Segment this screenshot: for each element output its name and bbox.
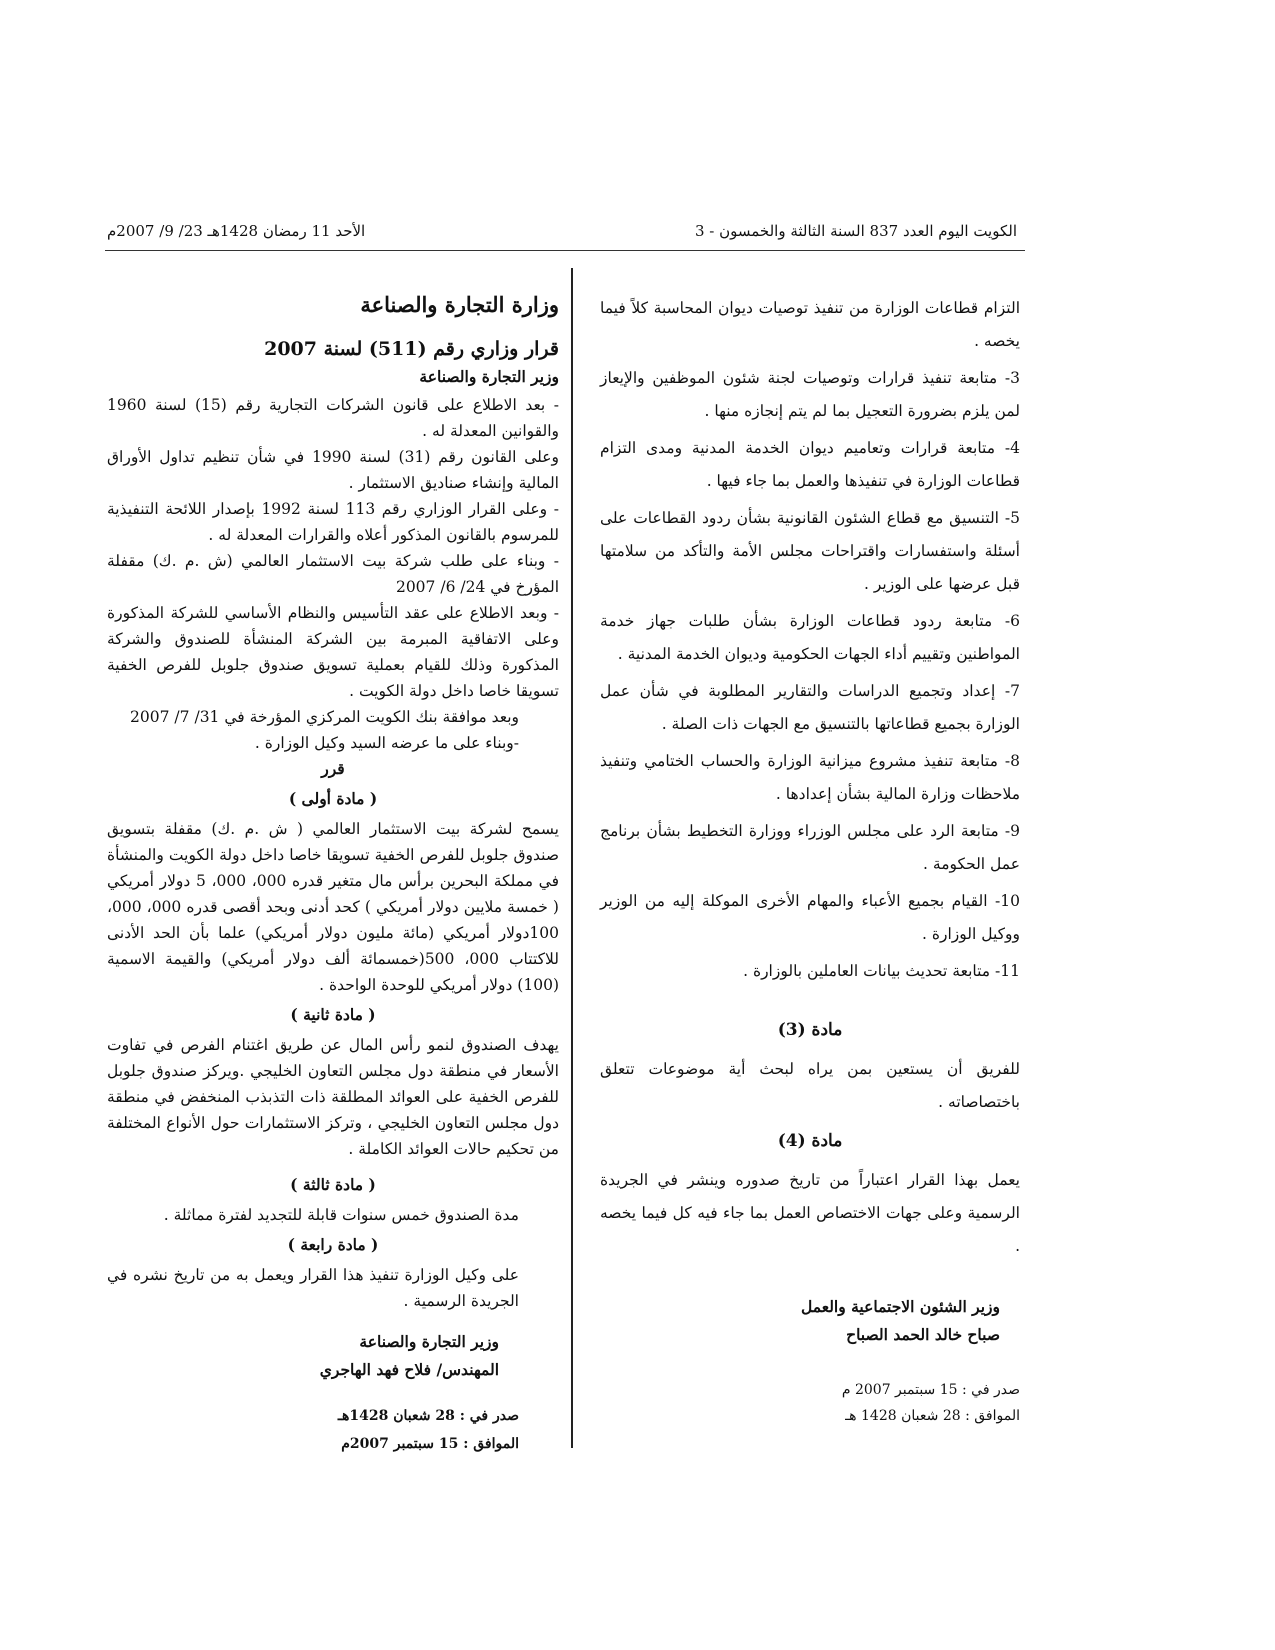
page-header-right: الكويت اليوم العدد 837 السنة الثالثة والخمسون - 3: [694, 222, 1017, 240]
decided-heading: قرر: [321, 759, 345, 778]
article-1-text: يسمح لشركة بيت الاستثمار العالمي ( ش .م .ك) مقفلة بتسويق صندوق جلوبل للفرص الخفية تسويقا خاصا داخل دولة الكويت والمنشأة في مملكة البحرين برأس مال متغير قدره 000، 000، 5 دولار أمريكي ( خمسة ملايين دولار أمريكي ) كحد أدنى وبحد أقصى قدره 000، 000، 100دولار أمريكي (مائة مليون دولار أمريكي) علما بأن الحد الأدنى للاكتتاب 000، 500(خمسمائة ألف دولار أمريكي) والقيمة الاسمية (100) دولار أمريكي للوحدة الواحدة .: [107, 820, 559, 994]
column-divider: [571, 268, 573, 1448]
list-item: التزام قطاعات الوزارة من تنفيذ توصيات ديوان المحاسبة كلاً فيما يخصه .: [600, 299, 1020, 350]
corresponding-date: الموافق : 15 سبتمبر 2007م: [341, 1436, 519, 1452]
list-item: 5- التنسيق مع قطاع الشئون القانونية بشأن ردود القطاعات على أسئلة واستفسارات واقتراحات مجلس الأمة والتأكد من سلامتها قبل عرضها على الوزير .: [600, 509, 1020, 593]
signature-name: صباح خالد الحمد الصباح: [846, 1325, 1000, 1344]
preamble-item: - وعلى القرار الوزاري رقم 113 لسنة 1992 بإصدار اللائحة التنفيذية للمرسوم بالقانون المذكور أعلاه والقرارات المعدلة له .: [107, 500, 559, 544]
article-4-title: مادة (4): [777, 1131, 843, 1151]
ministry-heading: وزارة التجارة والصناعة: [360, 292, 559, 317]
preamble-item: -وبناء على ما عرضه السيد وكيل الوزارة .: [254, 734, 519, 752]
article-3-title: مادة (3): [777, 1020, 843, 1040]
article-2-text: يهدف الصندوق لنمو رأس المال عن طريق اغتنام الفرص في تفاوت الأسعار في منطقة دول مجلس التعاون الخليجي .ويركز صندوق جلوبل للفرص الخفية على العوائد المطلقة ذات التذبذب المنخفض في منطقة دول مجلس التعاون الخليجي ، وتركز الاستثمارات حول الأنواع المختلفة من تحكيم حالات العوائد الكاملة .: [107, 1036, 559, 1158]
preamble-item: - وبعد الاطلاع على عقد التأسيس والنظام الأساسي للشركة المذكورة وعلى الاتفاقية المبرمة بين الشركة المنشأة للصندوق والشركة المذكورة وذلك للقيام بعملية تسويق صندوق جلوبل للفرص الخفية تسويقا خاصا داخل دولة الكويت .: [107, 604, 559, 700]
signature-block: [107, 1328, 499, 1384]
corresponding-date: الموافق : 28 شعبان 1428 هـ: [845, 1408, 1020, 1424]
list-item: 6- متابعة ردود قطاعات الوزارة بشأن طلبات جهاز خدمة المواطنين وتقييم أداء الجهات الحكومية وديوان الخدمة المدنية .: [600, 612, 1020, 663]
header-rule: [105, 250, 1025, 251]
article-2-title: ( مادة ثانية ): [290, 1005, 376, 1024]
article-3-title: ( مادة ثالثة ): [290, 1175, 376, 1194]
list-item: 7- إعداد وتجميع الدراسات والتقارير المطلوبة في شأن عمل الوزارة بجميع قطاعاتها بالتنسيق مع الجهات ذات الصلة .: [600, 682, 1020, 733]
article-4-text: يعمل بهذا القرار اعتباراً من تاريخ صدوره وينشر في الجريدة الرسمية وعلى جهات الاختصاص العمل بما جاء فيه كل فيما يخصه .: [600, 1171, 1020, 1255]
list-item: 8- متابعة تنفيذ مشروع ميزانية الوزارة والحساب الختامي وتنفيذ ملاحظات وزارة المالية بشأن إعدادها .: [600, 752, 1020, 803]
signature-block: [600, 1293, 1000, 1349]
right-column: [600, 292, 1020, 1429]
article-1-title: ( مادة أولى ): [288, 789, 378, 808]
list-item: 11- متابعة تحديث بيانات العاملين بالوزارة .: [743, 962, 1020, 980]
list-item: 10- القيام بجميع الأعباء والمهام الأخرى الموكلة إليه من الوزير ووكيل الوزارة .: [600, 892, 1020, 943]
article-4-title: ( مادة رابعة ): [287, 1235, 379, 1254]
date-block: [107, 1402, 519, 1458]
decision-title: قرار وزاري رقم (511) لسنة 2007: [264, 338, 559, 360]
article-4-text: على وكيل الوزارة تنفيذ هذا القرار ويعمل به من تاريخ نشره في الجريدة الرسمية .: [107, 1266, 519, 1310]
article-3-text: مدة الصندوق خمس سنوات قابلة للتجديد لفترة مماثلة .: [163, 1206, 519, 1224]
list-item: 9- متابعة الرد على مجلس الوزراء ووزارة التخطيط بشأن برنامج عمل الحكومة .: [600, 822, 1020, 873]
preamble-item: - بعد الاطلاع على قانون الشركات التجارية رقم (15) لسنة 1960 والقوانين المعدلة له .: [107, 396, 559, 440]
page-header-left: الأحد 11 رمضان 1428هـ 23/ 9/ 2007م: [107, 222, 366, 240]
signature-title: وزير التجارة والصناعة: [359, 1332, 499, 1351]
list-item: 3- متابعة تنفيذ قرارات وتوصيات لجنة شئون الموظفين والإيعاز لمن يلزم بضرورة التعجيل بما لم يتم إنجازه منها .: [600, 369, 1020, 420]
signature-title: وزير الشئون الاجتماعية والعمل: [801, 1297, 1000, 1316]
issued-date: صدر في : 28 شعبان 1428هـ: [337, 1408, 519, 1424]
left-column: [107, 292, 559, 1458]
date-block: [600, 1377, 1020, 1429]
list-item: 4- متابعة قرارات وتعاميم ديوان الخدمة المدنية ومدى التزام قطاعات الوزارة في تنفيذها والعمل بما جاء فيها .: [600, 439, 1020, 490]
minister-line: وزير التجارة والصناعة: [419, 367, 559, 386]
issued-date: صدر في : 15 سبتمبر 2007 م: [841, 1382, 1020, 1398]
preamble-item: وبعد موافقة بنك الكويت المركزي المؤرخة في 31/ 7/ 2007: [130, 708, 519, 726]
preamble-item: - وبناء على طلب شركة بيت الاستثمار العالمي (ش .م .ك) مقفلة المؤرخ في 24/ 6/ 2007: [107, 552, 559, 596]
signature-name: المهندس/ فلاح فهد الهاجري: [319, 1360, 499, 1379]
article-3-text: للفريق أن يستعين بمن يراه لبحث أية موضوعات تتعلق باختصاصاته .: [600, 1060, 1020, 1111]
preamble-item: وعلى القانون رقم (31) لسنة 1990 في شأن تنظيم تداول الأوراق المالية وإنشاء صناديق الاستثمار .: [107, 448, 559, 492]
